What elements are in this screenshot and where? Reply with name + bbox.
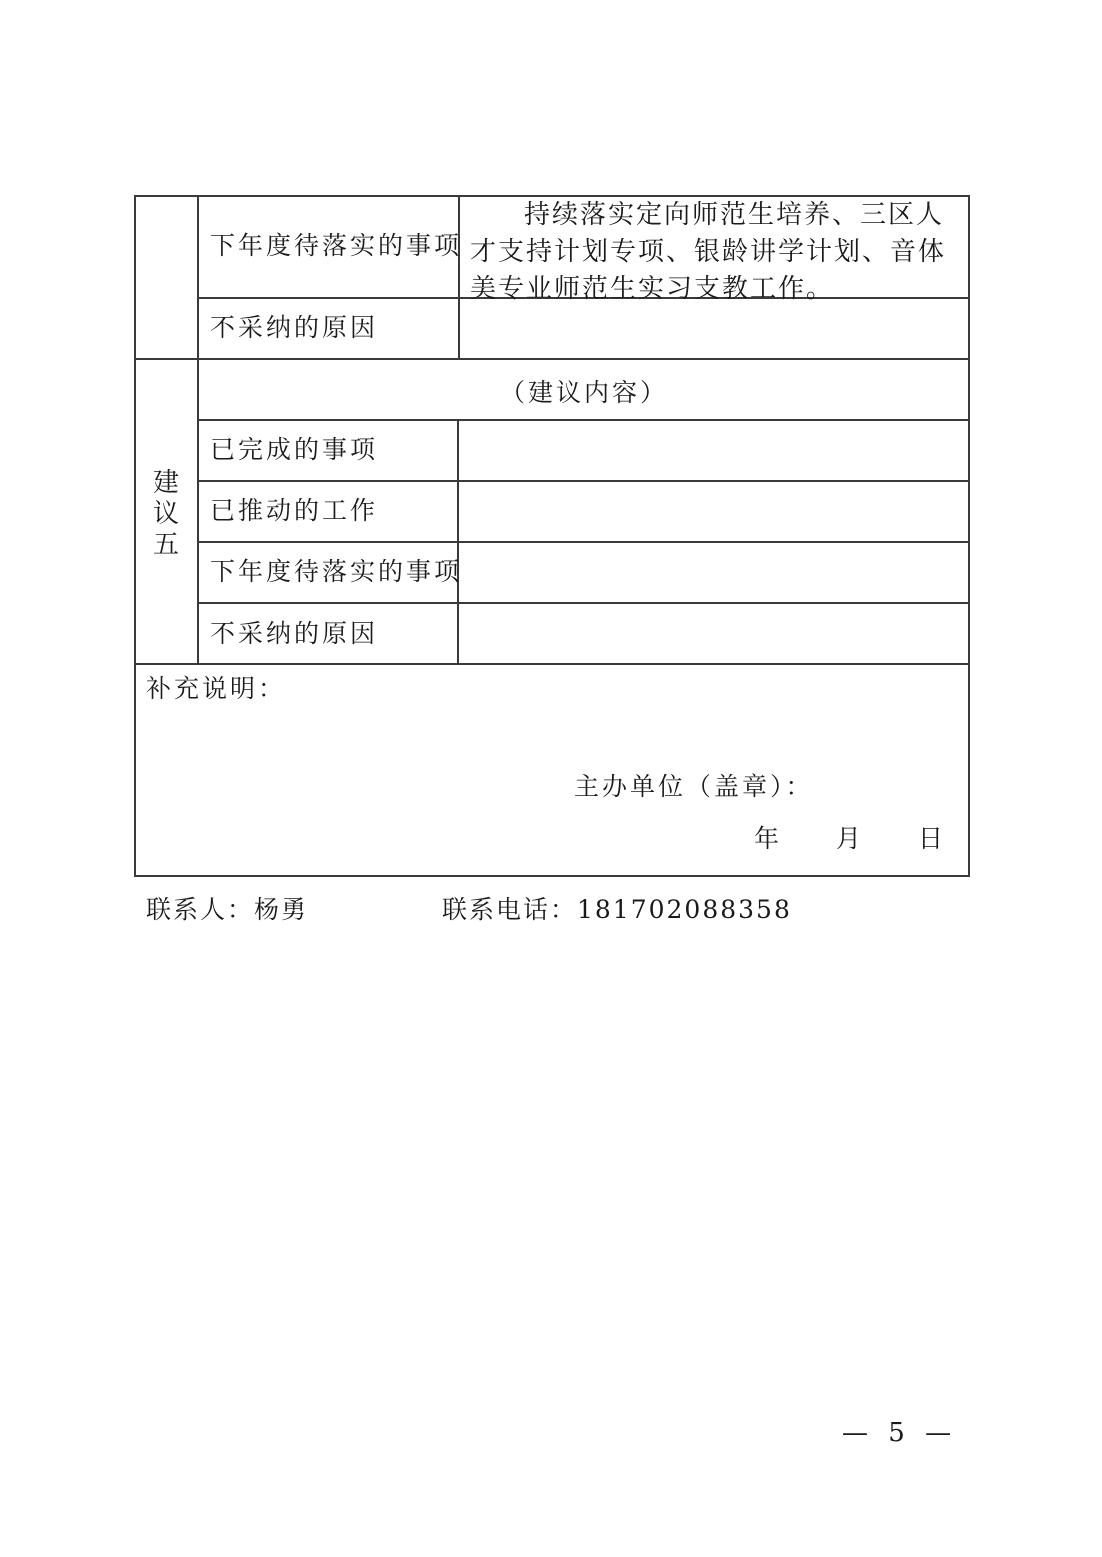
table-col-divider	[458, 195, 460, 360]
table-col-divider	[197, 195, 199, 665]
table-border-right	[968, 195, 970, 877]
table-col-divider	[457, 419, 459, 665]
side-label-char: 议	[152, 499, 179, 529]
table-border-bottom	[134, 875, 970, 877]
side-label-char: 建	[152, 468, 179, 498]
side-label-char: 五	[152, 530, 179, 560]
table-row-divider	[198, 541, 970, 543]
contact-phone: 联系电话：181702088358	[442, 895, 792, 924]
next-year-items-text: 持续落实定向师范生培养、三区人才支持计划专项、银龄讲学计划、音体美专业师范生实习支教工作。	[470, 200, 947, 304]
date-year: 年	[754, 824, 783, 853]
contact-person: 联系人：杨勇	[146, 895, 309, 924]
organizer-seal-label: 主办单位（盖章）：	[574, 772, 814, 801]
promoted-work-label: 已推动的工作	[210, 496, 379, 525]
date-day: 日	[918, 824, 947, 853]
table-row-divider	[198, 480, 970, 482]
next-year-items-label: 下年度待落实的事项	[210, 231, 463, 260]
page-number: — 5 —	[842, 1418, 958, 1448]
table-border-left	[134, 195, 136, 877]
suggestion-five-side-label	[151, 468, 181, 561]
table-row-divider	[198, 602, 970, 604]
supplement-label: 补充说明：	[146, 674, 287, 703]
suggestion-content-header: （建议内容）	[499, 378, 668, 407]
rejection-reason-label: 不采纳的原因	[210, 313, 379, 342]
rejection-reason-label: 不采纳的原因	[210, 619, 379, 648]
completed-items-label: 已完成的事项	[210, 435, 379, 464]
table-row-divider	[134, 358, 970, 360]
next-year-items-label: 下年度待落实的事项	[210, 557, 463, 586]
date-month: 月	[836, 824, 865, 853]
table-row-divider	[134, 663, 970, 665]
table-row-divider	[198, 419, 970, 421]
